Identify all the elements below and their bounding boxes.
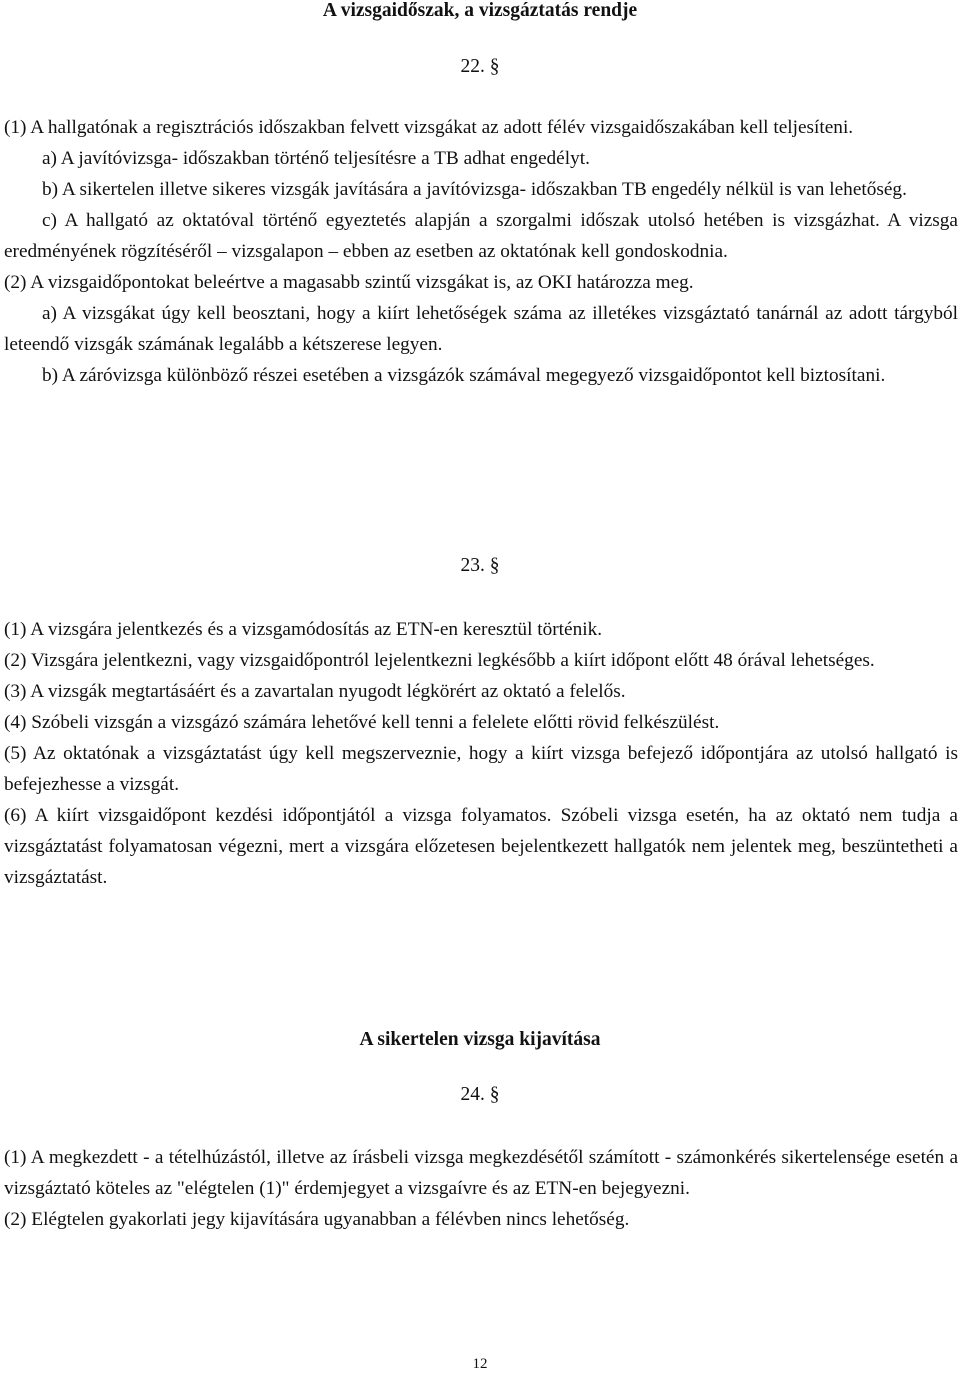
section-23-body [4,614,958,893]
clause-23-3: (3) A vizsgák megtartásáért és a zavartalan nyugodt légkörért az oktató a felelős. [4,681,626,702]
clause-22-2-a: a) A vizsgákat úgy kell beosztani, hogy a kiírt lehetőségek száma az illetékes vizsgáztató tanárnál az adott tárgyból leteendő vizsgák számának legalább a kétszerese legyen. [4,303,958,355]
section-heading-vizsgaidoszak: A vizsgaidőszak, a vizsgáztatás rendje [322,0,638,21]
clause-22-1: (1) A hallgatónak a regisztrációs időszakban felvett vizsgákat az adott félév vizsgaidőszakában kell teljesíteni. [4,117,854,138]
clause-23-5: (5) Az oktatónak a vizsgáztatást úgy kell megszerveznie, hogy a kiírt vizsga befejező időpontjára az utolsó hallgató is befejezhesse a vizsgát. [4,743,958,795]
section-22-body [4,112,958,391]
clause-23-6: (6) A kiírt vizsgaidőpont kezdési időpontjától a vizsga folyamatos. Szóbeli vizsga esetén, ha az oktató nem tudja a vizsgáztatást folyamatosan végezni, mert a vizsgára előzetesen bejelentkezett hallgatók nem jelentek meg, beszüntetheti a vizsgáztatást. [4,805,958,888]
section-24-body [4,1142,958,1235]
clause-22-1-c: c) A hallgató az oktatóval történő egyeztetés alapján a szorgalmi időszak utolsó hetében is vizsgázhat. A vizsga eredményének rögzítéséről – vizsgalapon – ebben az esetben az oktatónak kell gondoskodnia. [4,210,958,262]
clause-22-2-b: b) A záróvizsga különböző részei esetében a vizsgázók számával megegyező vizsgaidőpontot kell biztosítani. [42,365,886,386]
clause-24-1: (1) A megkezdett - a tételhúzástól, illetve az írásbeli vizsga megkezdésétől számított - számonkérés sikertelensége esetén a vizsgáztató köteles az "elégtelen (1)" érdemjegyet a vizsgaívre és az ETN-en bejegyezni. [4,1147,958,1199]
page-number: 12 [472,1356,488,1372]
clause-22-2: (2) A vizsgaidőpontokat beleértve a magasabb szintű vizsgákat is, az OKI határozza meg. [4,272,694,293]
clause-22-1-a: a) A javítóvizsga- időszakban történő teljesítésre a TB adhat engedélyt. [42,148,590,169]
paragraph-number-23: 23. § [460,555,500,576]
clause-23-1: (1) A vizsgára jelentkezés és a vizsgamódosítás az ETN-en keresztül történik. [4,619,603,640]
clause-23-2: (2) Vizsgára jelentkezni, vagy vizsgaidőpontról lejelentkezni legkésőbb a kiírt időpont előtt 48 órával lehetséges. [4,650,875,671]
clause-22-1-b: b) A sikertelen illetve sikeres vizsgák javítására a javítóvizsga- időszakban TB engedély nélkül is van lehetőség. [42,179,907,200]
clause-23-4: (4) Szóbeli vizsgán a vizsgázó számára lehetővé kell tenni a felelete előtti rövid felkészülést. [4,712,720,733]
paragraph-number-24: 24. § [460,1084,500,1105]
section-heading-sikertelen-vizsga: A sikertelen vizsga kijavítása [359,1029,601,1050]
clause-24-2: (2) Elégtelen gyakorlati jegy kijavítására ugyanabban a félévben nincs lehetőség. [4,1209,630,1230]
paragraph-number-22: 22. § [460,56,500,77]
